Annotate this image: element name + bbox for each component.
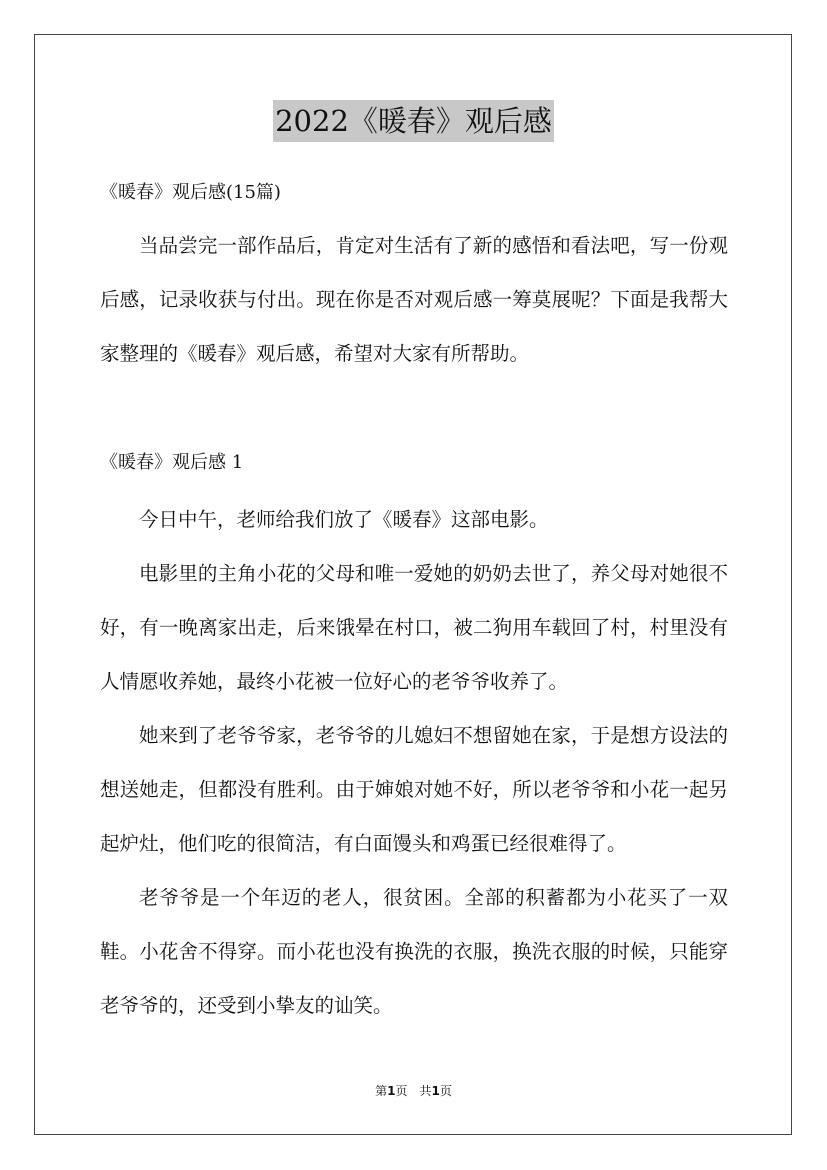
footer-page-mid: 页 共 bbox=[395, 1084, 432, 1098]
title-container bbox=[0, 100, 827, 142]
intro-paragraph: 当品尝完一部作品后，肯定对生活有了新的感悟和看法吧，写一份观后感，记录收获与付出。现在你是否对观后感一筹莫展呢？下面是我帮大家整理的《暖春》观后感，希望对大家有所帮助。 bbox=[100, 234, 728, 365]
document-subtitle: 《暖春》观后感(15篇) bbox=[100, 182, 281, 203]
footer-page-suffix: 页 bbox=[439, 1084, 452, 1098]
body-paragraph-3: 她来到了老爷爷家，老爷爷的儿媳妇不想留她在家，于是想方设法的想送她走，但都没有胜利。由于婶娘对她不好，所以老爷爷和小花一起另起炉灶，他们吃的很简洁，有白面馒头和鸡蛋已经很难得了。 bbox=[100, 724, 728, 855]
body-paragraph-2: 电影里的主角小花的父母和唯一爱她的奶奶去世了，养父母对她很不好，有一晚离家出走，后来饿晕在村口，被二狗用车载回了村，村里没有人情愿收养她，最终小花被一位好心的老爷爷收养了。 bbox=[100, 562, 728, 693]
footer-page-prefix: 第 bbox=[375, 1084, 388, 1098]
body-paragraph-1: 今日中午，老师给我们放了《暖春》这部电影。 bbox=[139, 508, 549, 531]
footer-page-number: 1 bbox=[387, 1084, 396, 1098]
section-heading: 《暖春》观后感 1 bbox=[100, 452, 244, 473]
footer-page-total: 1 bbox=[431, 1084, 440, 1098]
body-paragraph-4: 老爷爷是一个年迈的老人，很贫困。全部的积蓄都为小花买了一双鞋。小花舍不得穿。而小花也没有换洗的衣服，换洗衣服的时候，只能穿老爷爷的，还受到小挚友的讪笑。 bbox=[100, 886, 728, 1017]
document-title: 2022《暖春》观后感 bbox=[273, 100, 554, 142]
page-footer bbox=[0, 1083, 827, 1099]
